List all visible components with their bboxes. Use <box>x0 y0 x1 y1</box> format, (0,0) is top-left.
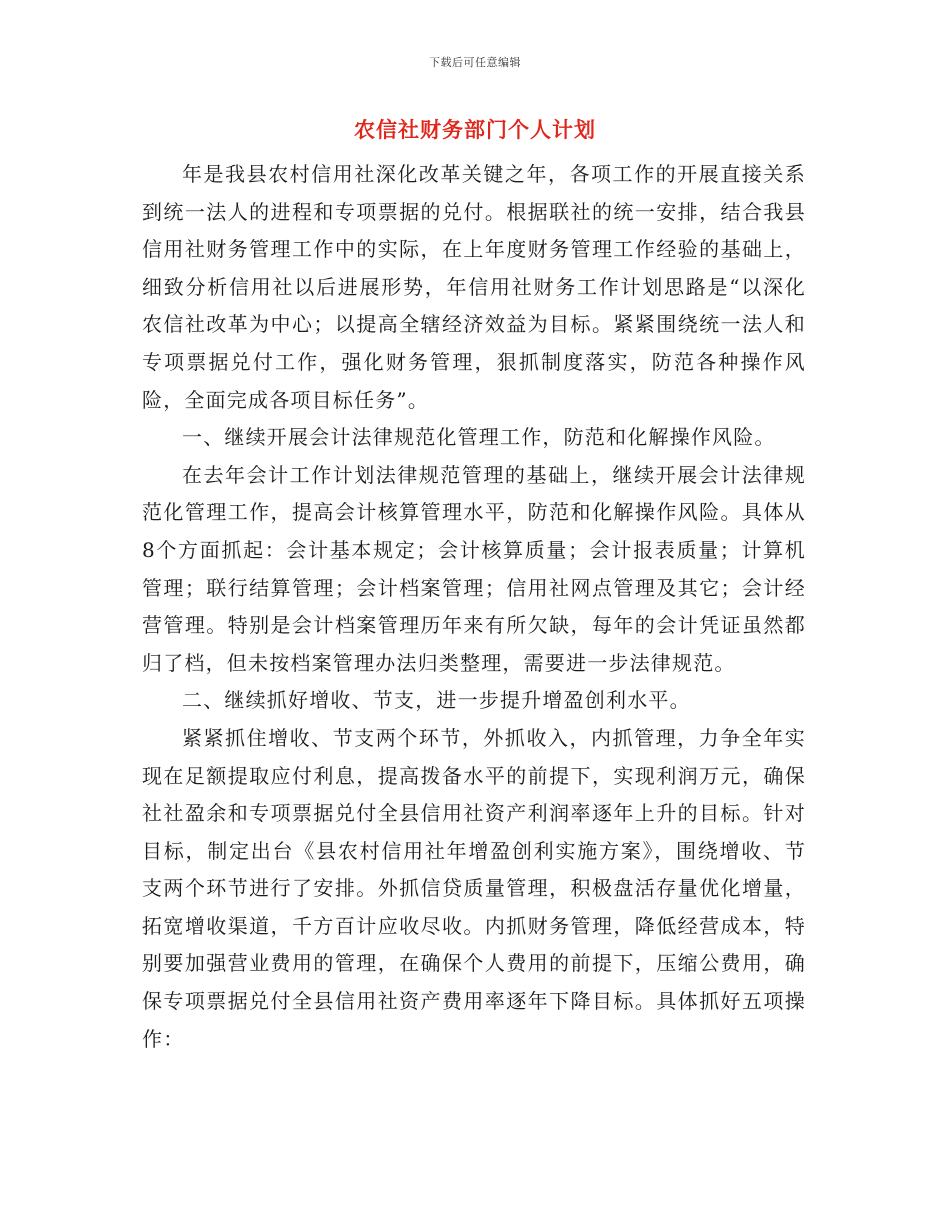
document-body <box>142 156 806 1058</box>
header-note: 下载后可任意编辑 <box>429 56 521 69</box>
section-heading-1: 一、继续开展会计法律规范化管理工作，防范和化解操作风险。 <box>182 425 776 450</box>
section-heading-2: 二、继续抓好增收、节支，进一步提升增盈创利水平。 <box>182 688 691 713</box>
paragraph-intro: 年是我县农村信用社深化改革关键之年，各项工作的开展直接关系到统一法人的进程和专项票据的兑付。根据联社的统一安排，结合我县信用社财务管理工作中的实际，在上年度财务管理工作经验的基础上，细致分析信用社以后进展形势，年信用社财务工作计划思路是“以深化农信社改革为中心；以提高全辖经济效益为目标。紧紧围绕统一法人和专项票据兑付工作，强化财务管理，狠抓制度落实，防范各种操作风险，全面完成各项目标任务”。 <box>142 162 806 412</box>
paragraph-section-1: 在去年会计工作计划法律规范管理的基础上，继续开展会计法律规范化管理工作，提高会计核算管理水平，防范和化解操作风险。具体从8个方面抓起：会计基本规定；会计核算质量；会计报表质量；计算机管理；联行结算管理；会计档案管理；信用社网点管理及其它；会计经营管理。特别是会计档案管理历年来有所欠缺，每年的会计凭证虽然都归了档，但未按档案管理办法归类整理，需要进一步法律规范。 <box>142 462 806 675</box>
paragraph-section-2: 紧紧抓住增收、节支两个环节，外抓收入，内抓管理，力争全年实现在足额提取应付利息，提高拨备水平的前提下，实现利润万元，确保社社盈余和专项票据兑付全县信用社资产利润率逐年上升的目标。针对目标，制定出台《县农村信用社年增盈创利实施方案》，围绕增收、节支两个环节进行了安排。外抓信贷质量管理，积极盘活存量优化增量，拓宽增收渠道，千方百计应收尽收。内抓财务管理，降低经营成本，特别要加强营业费用的管理，在确保个人费用的前提下，压缩公费用，确保专项票据兑付全县信用社资产费用率逐年下降目标。具体抓好五项操作： <box>142 725 806 1051</box>
document-title: 农信社财务部门个人计划 <box>354 117 596 142</box>
